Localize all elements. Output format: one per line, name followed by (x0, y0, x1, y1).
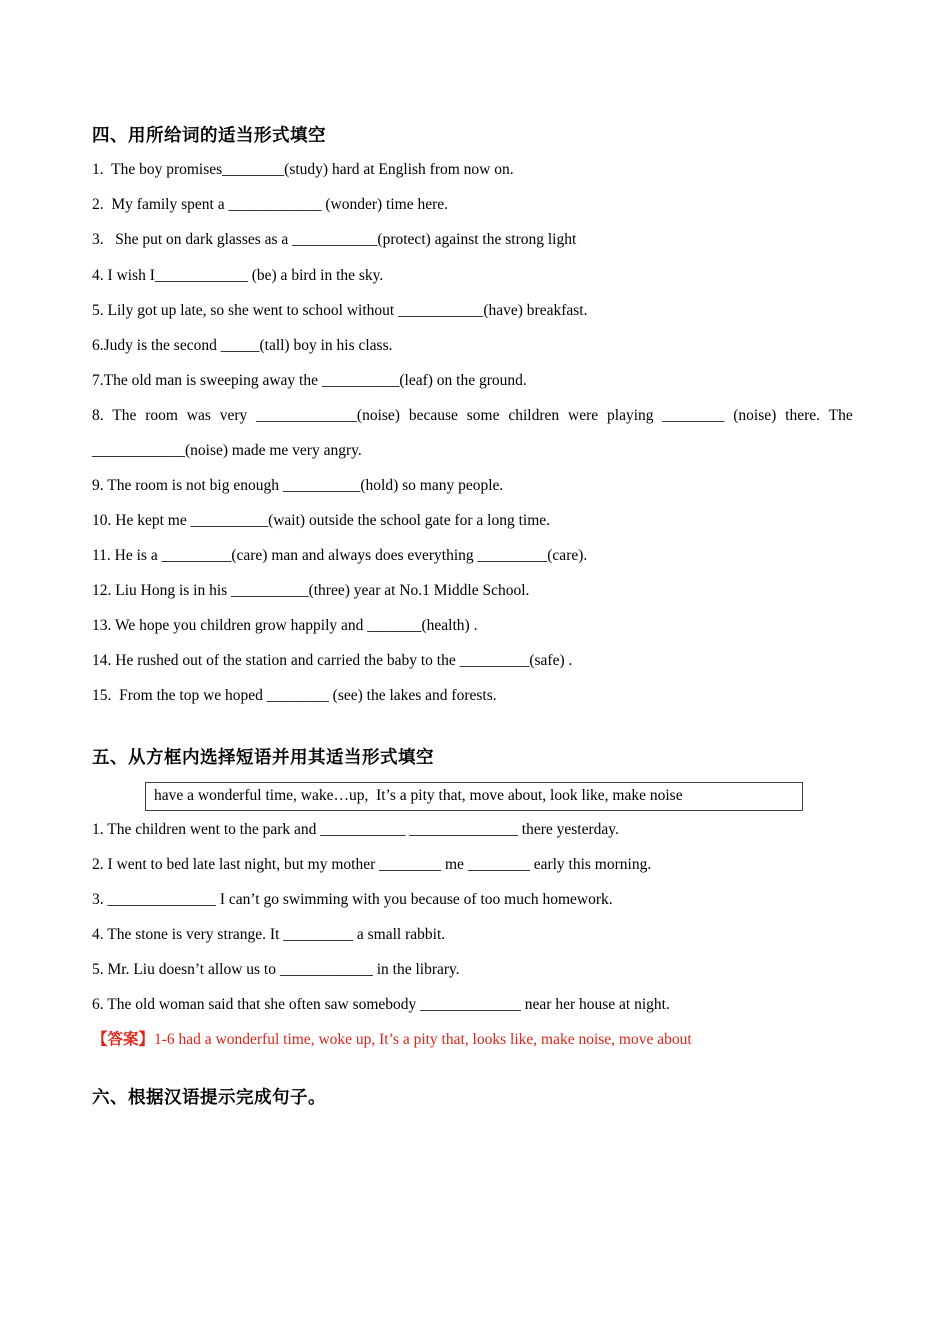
answer-line (92, 1030, 862, 1050)
phrase-bank-box: have a wonderful time, wake…up, It’s a pity that, move about, look like, make noise (145, 782, 803, 811)
s4-line-12: 12. Liu Hong is in his __________(three) year at No.1 Middle School. (92, 582, 530, 599)
s4-line-1: 1. The boy promises________(study) hard at English from now on. (92, 161, 514, 178)
s4-line-6: 6.Judy is the second _____(tall) boy in his class. (92, 337, 393, 354)
s4-line-7: 7.The old man is sweeping away the __________(leaf) on the ground. (92, 372, 527, 389)
s5-line-5: 5. Mr. Liu doesn’t allow us to ____________ in the library. (92, 961, 460, 978)
section5-heading: 五、从方框内选择短语并用其适当形式填空 (92, 747, 434, 767)
answer-label: 【答案】 (92, 1031, 155, 1048)
s4-line-8a: 8. The room was very _____________(noise) because some children were playing ________ (noise) there. The (92, 407, 853, 424)
s4-line-3: 3. She put on dark glasses as a ___________(protect) against the strong light (92, 231, 577, 248)
section6-heading: 六、根据汉语提示完成句子。 (92, 1087, 326, 1107)
s5-line-2: 2. I went to bed late last night, but my mother ________ me ________ early this morning. (92, 856, 652, 873)
s5-line-4: 4. The stone is very strange. It _________ a small rabbit. (92, 926, 446, 943)
s4-line-11: 11. He is a _________(care) man and always does everything _________(care). (92, 547, 588, 564)
s4-line-2: 2. My family spent a ____________ (wonder) time here. (92, 196, 448, 213)
s5-line-6: 6. The old woman said that she often saw somebody _____________ near her house at night. (92, 996, 670, 1013)
s4-line-5: 5. Lily got up late, so she went to school without ___________(have) breakfast. (92, 302, 588, 319)
s4-line-13: 13. We hope you children grow happily and _______(health) . (92, 617, 478, 634)
s4-line-10: 10. He kept me __________(wait) outside the school gate for a long time. (92, 512, 551, 529)
s4-line-15: 15. From the top we hoped ________ (see) the lakes and forests. (92, 687, 497, 704)
s4-line-14: 14. He rushed out of the station and carried the baby to the _________(safe) . (92, 652, 573, 669)
s5-line-1: 1. The children went to the park and ___________ ______________ there yesterday. (92, 821, 619, 838)
section4-heading: 四、用所给词的适当形式填空 (92, 125, 326, 145)
s4-line-9: 9. The room is not big enough __________(hold) so many people. (92, 477, 504, 494)
s5-line-3: 3. ______________ I can’t go swimming with you because of too much homework. (92, 891, 613, 908)
s4-line-4: 4. I wish I____________ (be) a bird in the sky. (92, 267, 384, 284)
s4-line-8b: ____________(noise) made me very angry. (92, 442, 362, 459)
answer-text: 1-6 had a wonderful time, woke up, It’s a pity that, looks like, make noise, move about (154, 1031, 692, 1048)
